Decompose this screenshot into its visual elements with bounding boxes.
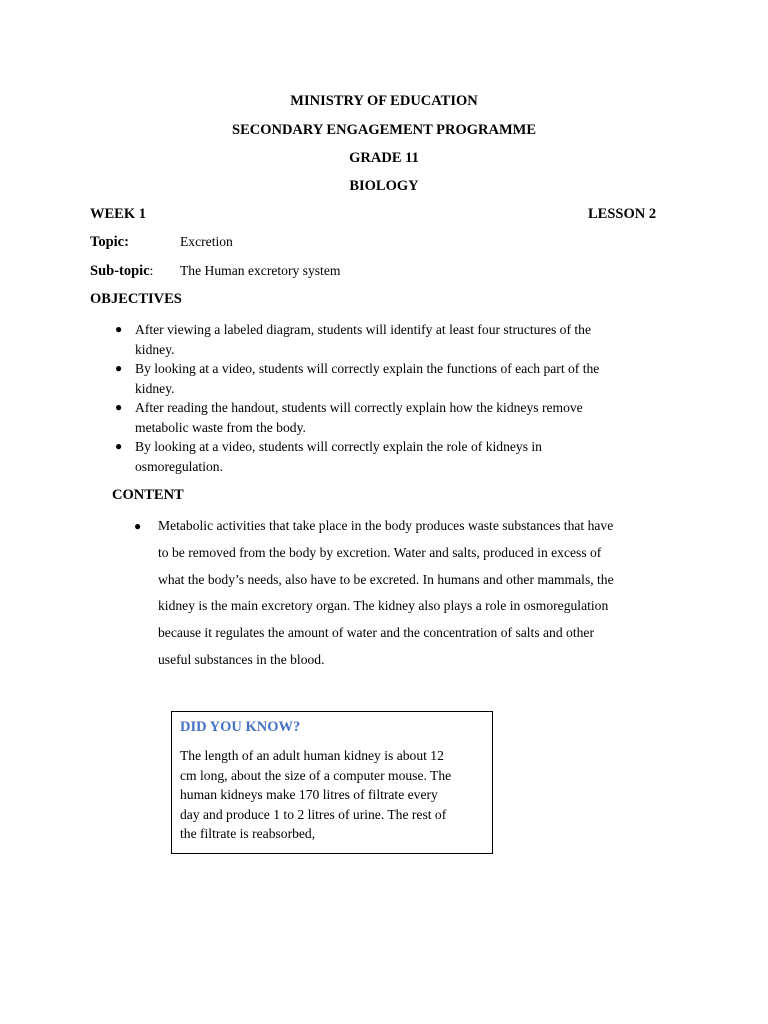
- list-item: ● After reading the handout, students will correctly explain how the kidneys remove metabolic waste from the body.: [115, 400, 583, 435]
- week-label: WEEK 1: [90, 206, 146, 222]
- bullet-icon: ●: [115, 439, 123, 453]
- subtopic-label: Sub-topic: [90, 263, 150, 279]
- bullet-icon: ●: [134, 519, 142, 533]
- list-item: ● After viewing a labeled diagram, students will identify at least four structures of the kidney.: [115, 322, 592, 357]
- subtopic-colon: :: [149, 263, 154, 278]
- bullet-icon: ●: [115, 322, 123, 336]
- topic-value: Excretion: [180, 234, 233, 249]
- programme-heading: SECONDARY ENGAGEMENT PROGRAMME: [232, 122, 536, 138]
- content-list: [112, 513, 672, 674]
- topic-row: [90, 233, 129, 252]
- objectives-list: [90, 320, 680, 476]
- list-item: ● By looking at a video, students will correctly explain the functions of each part of the kidney.: [115, 361, 600, 396]
- objectives-heading: OBJECTIVES: [90, 291, 182, 307]
- subject-heading: BIOLOGY: [349, 178, 419, 194]
- bullet-icon: ●: [115, 400, 123, 414]
- callout-title: DID YOU KNOW?: [180, 719, 301, 735]
- subtopic-row: [90, 262, 153, 281]
- callout-body: The length of an adult human kidney is about 12 cm long, about the size of a computer mouse. The human kidneys make 170 litres of filtrate every day and produce 1 to 2 litres of urine. The rest of the filtrate is reabsorbed,: [180, 748, 452, 841]
- did-you-know-box: [171, 711, 493, 854]
- bullet-icon: ●: [115, 361, 123, 375]
- list-item: ● By looking at a video, students will correctly explain the role of kidneys in osmoregulation.: [115, 439, 542, 474]
- ministry-heading: MINISTRY OF EDUCATION: [290, 93, 478, 109]
- topic-label: Topic:: [90, 234, 129, 250]
- content-heading: CONTENT: [112, 487, 184, 503]
- lesson-label: LESSON 2: [588, 206, 657, 222]
- subtopic-value: The Human excretory system: [180, 263, 341, 278]
- list-item: ● Metabolic activities that take place in the body produces waste substances that have to be removed from the body by excretion. Water and salts, produced in excess of what the body’s needs, also have to be excreted. In humans and other mammals, the kidney is the main excretory organ. The kidney also plays a role in osmoregulation because it regulates the amount of water and the concentration of salts and other useful substances in the blood.: [112, 513, 672, 674]
- grade-heading: GRADE 11: [349, 150, 419, 166]
